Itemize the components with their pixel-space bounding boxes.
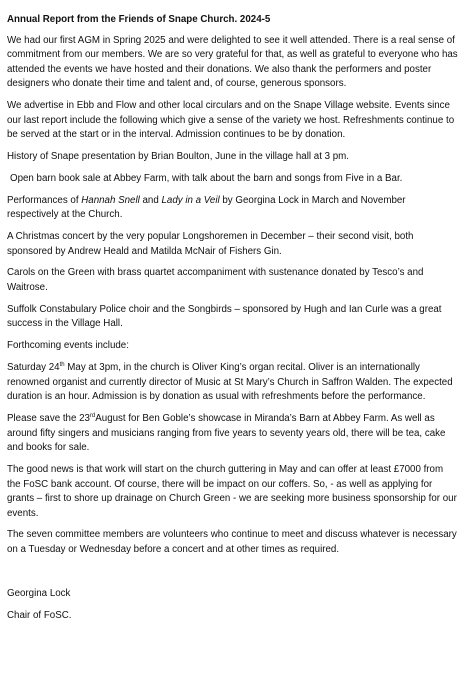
signoff-spacer: [7, 565, 459, 587]
showcase-prefix: Please save the 23: [7, 412, 90, 424]
play-title-hannah-snell: Hannah Snell: [81, 194, 140, 206]
organ-recital-day: Saturday 24: [7, 361, 60, 373]
showcase-text: August for Ben Goble’s showcase in Miranda’s Barn at Abbey Farm. As well as around fifty singers and musicians ranging from five years to seventy years old, there will be tea, cake and books for sale.: [7, 412, 446, 454]
event-barn-book-sale: Open barn book sale at Abbey Farm, with talk about the barn and songs from Five in a Bar.: [10, 172, 403, 184]
signatory-name: Georgina Lock: [7, 587, 71, 599]
performances-and: and: [139, 194, 162, 206]
committee-paragraph: The seven committee members are volunteers who continue to meet and discuss whatever is necessary on a Tuesday or Wednesday before a concert and at other times as required.: [7, 529, 457, 556]
event-performances: [7, 194, 459, 223]
advertising-paragraph: We advertise in Ebb and Flow and other local circulars and on the Snape Village website. Events since our last report include the following which give a sense of the variety we host. Refreshments continue to be served at the start or in the interval. Admission continues to be by donation.: [7, 100, 455, 141]
event-history-presentation: History of Snape presentation by Brian Boulton, June in the village hall at 3 pm.: [7, 151, 349, 163]
report-title: Annual Report from the Friends of Snape Church. 2024-5: [7, 14, 271, 25]
guttering-paragraph: The good news is that work will start on the church guttering in May and can offer at least £7000 from the FoSC bank account. Of course, there will be impact on our coffers. So, - as well as applying for grants – first to shore up drainage on Church Green - we are seeking more business sponsorship for our events.: [7, 463, 457, 519]
performances-suffix: by Georgina Lock in March and November respectively at the Church.: [7, 194, 406, 221]
play-title-lady-in-a-veil: Lady in a Veil: [161, 194, 220, 206]
organ-recital-text: May at 3pm, in the church is Oliver King’s organ recital. Oliver is an internationally renowned organist and currently director of Music at St Mary’s Church in Saffron Walden. The expected duration is an hour. Admission is by donation as usual with refreshments before the performance.: [7, 361, 453, 403]
event-showcase: [7, 412, 459, 456]
forthcoming-heading: Forthcoming events include:: [7, 340, 129, 352]
showcase-ordinal: rd: [89, 412, 96, 419]
event-organ-recital: [7, 361, 459, 405]
performances-prefix: Performances of: [7, 194, 82, 206]
event-christmas-concert: A Christmas concert by the very popular Longshoremen in December – their second visit, both sponsored by Andrew Heald and Matilda McNair of Fishers Gin.: [7, 231, 414, 257]
signatory-role: Chair of FoSC.: [7, 610, 72, 622]
event-police-choir: Suffolk Constabulary Police choir and the Songbirds – sponsored by Hugh and Ian Curle was a great success in the Village Hall.: [7, 303, 442, 330]
organ-recital-ordinal: th: [59, 361, 65, 368]
intro-paragraph: We had our first AGM in Spring 2025 and were delighted to see it well attended. There is a real sense of commitment from our members. We are so very grateful for that, as well as grateful to everyone who has attended the events we have hosted and their donations. We also thank the performers and poster designers who donate their time and talent and, of course, generous sponsors.: [7, 34, 458, 90]
event-carols: Carols on the Green with brass quartet accompaniment with sustenance donated by Tesco’s and Waitrose.: [7, 267, 424, 294]
